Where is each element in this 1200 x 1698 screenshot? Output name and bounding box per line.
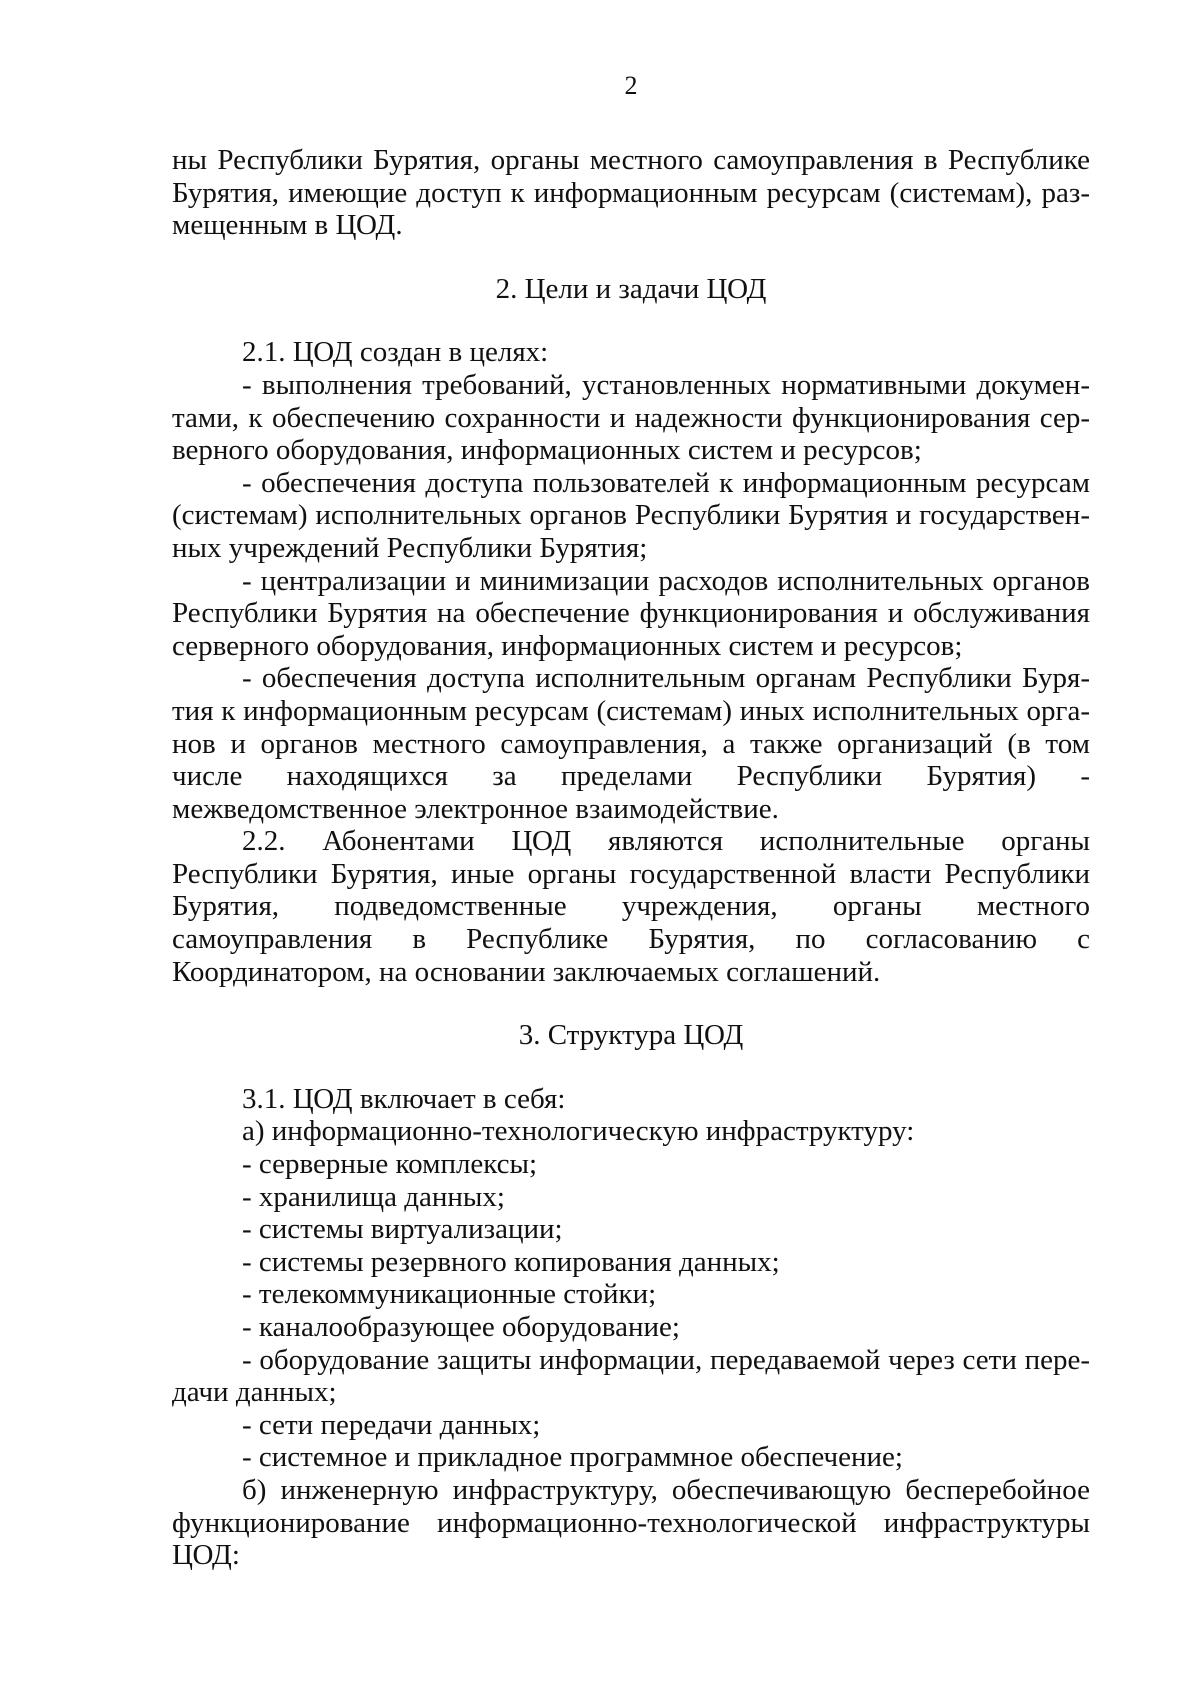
section-heading-3: 3. Структура ЦОД xyxy=(518,1019,744,1052)
list-item: б) инженерную инфраструктуру, обеспечивающую бесперебойное функционирование информационно-технологической инфраструктуры ЦОД: xyxy=(172,1473,1090,1572)
list-item: - системы виртуализации; xyxy=(242,1213,563,1246)
list-item: - сети передачи данных; xyxy=(242,1408,541,1441)
clause-2-1: 2.1. ЦОД создан в целях: xyxy=(242,336,549,369)
list-item: - выполнения требований, установленных нормативными документами, к обеспечению сохранности и надежности функционирования серверного оборудования, информационных систем и ресурсов; xyxy=(172,368,1090,467)
list-item: - хранилища данных; xyxy=(242,1180,505,1213)
list-item: - серверные комплексы; xyxy=(242,1148,538,1181)
list-item: а) информационно-технологическую инфраструктуру: xyxy=(242,1115,915,1148)
document-body xyxy=(172,144,1090,1572)
list-item: - системы резервного копирования данных; xyxy=(242,1245,780,1278)
list-item: - обеспечения доступа исполнительным органам Республики Бурятия к информационным ресурсам (системам) иных исполнительных органов и органов местного самоуправления, а также организаций (в том числе находящихся за пределами Республики Бурятия) - межведомственное электронное взаимодействие. xyxy=(172,662,1090,825)
list-item: - оборудование защиты информации, передаваемой через сети передачи данных; xyxy=(172,1343,1090,1409)
list-item: - обеспечения доступа пользователей к информационным ресурсам (системам) исполнительных органов Республики Бурятия и государственных учреждений Республики Бурятия; xyxy=(172,466,1090,564)
section-heading-2: 2. Цели и задачи ЦОД xyxy=(495,272,767,305)
list-item: - централизации и минимизации расходов исполнительных органов Республики Бурятия на обеспечение функционирования и обслуживания серверного оборудования, информационных систем и ресурсов; xyxy=(172,564,1090,662)
clause-3-1: 3.1. ЦОД включает в себя: xyxy=(242,1082,566,1115)
list-item: - каналообразующее оборудование; xyxy=(242,1311,680,1343)
intro-paragraph: ны Республики Бурятия, органы местного самоуправления в Республике Бурятия, имеющие доступ к информационным ресурсам (системам), размещенным в ЦОД. xyxy=(172,144,1090,242)
clause-2-2: 2.2. Абонентами ЦОД являются исполнительные органы Республики Бурятия, иные органы государственной власти Республики Бурятия, подведомственные учреждения, органы местного самоуправления в Республике Бурятия, по согласованию с Координатором, на основании заключаемых соглашений. xyxy=(172,825,1090,988)
list-item: - системное и прикладное программное обеспечение; xyxy=(242,1441,903,1474)
page-number: 2 xyxy=(624,71,638,100)
list-item: - телекоммуникационные стойки; xyxy=(242,1278,657,1311)
